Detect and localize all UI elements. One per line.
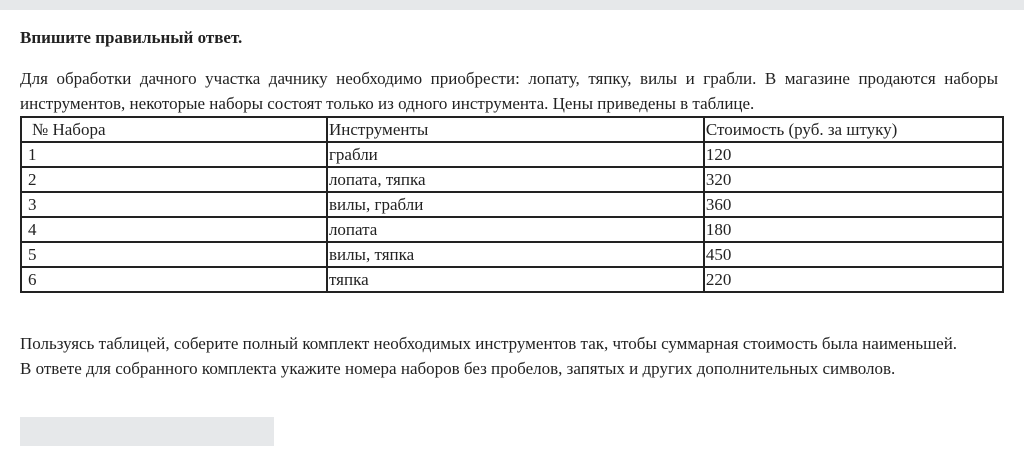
table-row bbox=[21, 267, 1003, 292]
cell-cost: 360 bbox=[704, 192, 1003, 217]
cell-set-number: 1 bbox=[21, 142, 327, 167]
question-instruction: Пользуясь таблицей, соберите полный комплект необходимых инструментов так, чтобы суммарная стоимость была наименьшей. bbox=[20, 334, 958, 353]
cell-set-number: 6 bbox=[21, 267, 327, 292]
table-row bbox=[21, 242, 1003, 267]
cell-tools: тяпка bbox=[327, 267, 704, 292]
cell-cost: 120 bbox=[704, 142, 1003, 167]
question-answer-format: В ответе для собранного комплекта укажите номера наборов без пробелов, запятых и других дополнительных символов. bbox=[20, 359, 896, 378]
table-row bbox=[21, 217, 1003, 242]
task-heading: Впишите правильный ответ. bbox=[20, 28, 243, 47]
header-set-number: № Набора bbox=[21, 117, 327, 142]
table-header-row bbox=[21, 117, 1003, 142]
cell-tools: грабли bbox=[327, 142, 704, 167]
task-question bbox=[20, 331, 998, 381]
cell-cost: 320 bbox=[704, 167, 1003, 192]
cell-set-number: 3 bbox=[21, 192, 327, 217]
cell-tools: вилы, грабли bbox=[327, 192, 704, 217]
price-table bbox=[20, 116, 1004, 293]
table-row bbox=[21, 192, 1003, 217]
table-row bbox=[21, 167, 1003, 192]
cell-set-number: 5 bbox=[21, 242, 327, 267]
table-row bbox=[21, 142, 1003, 167]
answer-input[interactable] bbox=[20, 417, 274, 446]
cell-cost: 220 bbox=[704, 267, 1003, 292]
cell-tools: лопата bbox=[327, 217, 704, 242]
cell-tools: лопата, тяпка bbox=[327, 167, 704, 192]
cell-set-number: 4 bbox=[21, 217, 327, 242]
header-tools: Инструменты bbox=[327, 117, 704, 142]
top-bar bbox=[0, 0, 1024, 10]
cell-cost: 180 bbox=[704, 217, 1003, 242]
cell-set-number: 2 bbox=[21, 167, 327, 192]
task-intro: Для обработки дачного участка дачнику необходимо приобрести: лопату, тяпку, вилы и грабли. В магазине продаются наборы инструментов, некоторые наборы состоят только из одного инструмента. Цены приведены в таблице. bbox=[20, 69, 998, 113]
cell-cost: 450 bbox=[704, 242, 1003, 267]
cell-tools: вилы, тяпка bbox=[327, 242, 704, 267]
header-cost: Стоимость (руб. за штуку) bbox=[704, 117, 1003, 142]
